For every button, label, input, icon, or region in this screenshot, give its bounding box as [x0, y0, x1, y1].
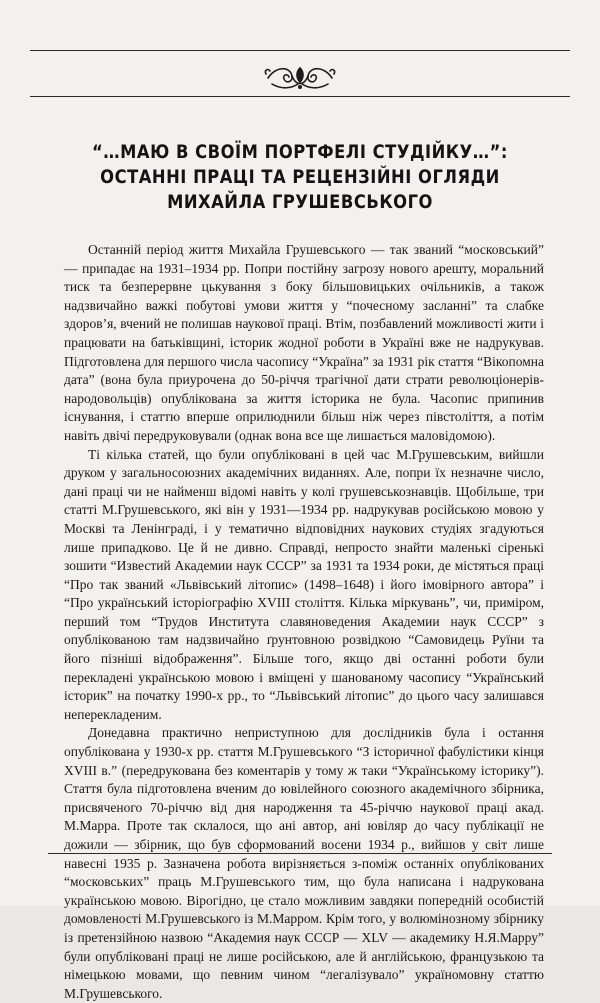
paragraph: Донедавна практично неприступною для дослідників була і остання опублікована у 1930-х рр. стаття М.Грушевського “З історичної фабулістики кінця XVIII в.” (передрукована без коментарів у тому ж таки “Українському історику”). Стаття була підготовлена вченим до ювілейного союзного академічного збірника, присвяченого 70-річчю від дня народження та 45-річчю наукової праці акад. М.Марра. Проте так склалося, що ані автор, ані ювіляр до часу публікації не дожили — збірник, що був сформований восени 1934 р., вийшов у світ лише навесні 1935 р. Зазначена робота вирізняється з-поміж останніх опублікованих “московських” праць М.Грушевського тим, що була написана і надрукована українською мовою. Вірогідно, це стало можливим завдяки попередній особистій домовленості М.Грушевського із М.Марром. Крім того, у волюмінозному збірнику із претензійною назвою “Академия наук СССР — XLV — академику Н.Я.Марру” були опубліковані праці не лише російською, але й англійською, французькою та німецькою мовами, що певним чином “легалізувало” україномовну статтю М.Грушевського.	[64, 725, 544, 1001]
paragraph: Ті кілька статей, що були опубліковані в цей час М.Грушевським, вийшли друком у загальносоюзних академічних виданнях. Але, попри їх незначне число, дані праці чи не найменш відомі навіть у колі грушевськознавців. Щобільше, три статті М.Грушевського, які він у 1931—1934 рр. надрукував російською мовою у Москві та Ленінграді, і у тематично відповідних наукових студіях згадуються лише припадково. Це й не дивно. Справді, непросто знайти маленькі сіренькі зошити “Известий Академии наук СССР” за 1931 та 1934 роки, де містяться праці “Про так званий «Львівський літопис» (1498–1648) і його імовірного автора” і “Про український історіографію XVIII століття. Кілька міркувань”, чи, приміром, перший том “Трудов Института славяноведения Академии наук СССР” з опублікованою там надзвичайно ґрунтовною розвідкою “Самовидець Руїни та його пізніші відображення”. Більше того, якщо дві останні роботи були перекладені українською мовою і вміщені у шанованому часопису “Український історик” на початку 1990-х рр., то “Львівський літопис” до цього часу залишався неперекладеним.	[64, 446, 544, 722]
header-rule-top	[30, 50, 570, 51]
header-rule-bottom	[30, 96, 570, 97]
paragraph: Останній період життя Михайла Грушевського — так званий “московський” — припадає на 1931–1934 рр. Попри постійну загрозу нового арешту, моральний тиск та безперервне цькування з боку більшовицьких очільників, а також надзвичайно важкі побутові умови життя у “почесному засланні” та слабке здоров’я, вчений не полишав наукової праці. Втім, позбавлений можливості жити і працювати на батьківщині, історик жодної роботи в Україні вже не надрукував. Підготовлена для першого числа часопису “Україна” за 1931 рік стаття “Вікопомна дата” (вона була приурочена до 50-річчя трагічної дати страти революціонерів-народовольців) опублікована за життя історика не була. Часопис припинив існування, і статтю вперше оприлюднили більш ніж через півстоліття, а потім навіть двічі передруковували (однак вона все ще лишається маловідомою).	[64, 242, 544, 443]
footer-rule	[48, 853, 552, 854]
floral-ornament-icon	[262, 60, 338, 94]
title-line: МИХАЙЛА ГРУШЕВСЬКОГО	[167, 191, 433, 213]
title-line: ОСТАННІ ПРАЦІ ТА РЕЦЕНЗІЙНІ ОГЛЯДИ	[100, 166, 500, 188]
article-title	[76, 140, 523, 215]
article-body	[64, 241, 544, 1003]
title-line: “…МАЮ В СВОЇМ ПОРТФЕЛІ СТУДІЙКУ…”:	[92, 141, 508, 163]
